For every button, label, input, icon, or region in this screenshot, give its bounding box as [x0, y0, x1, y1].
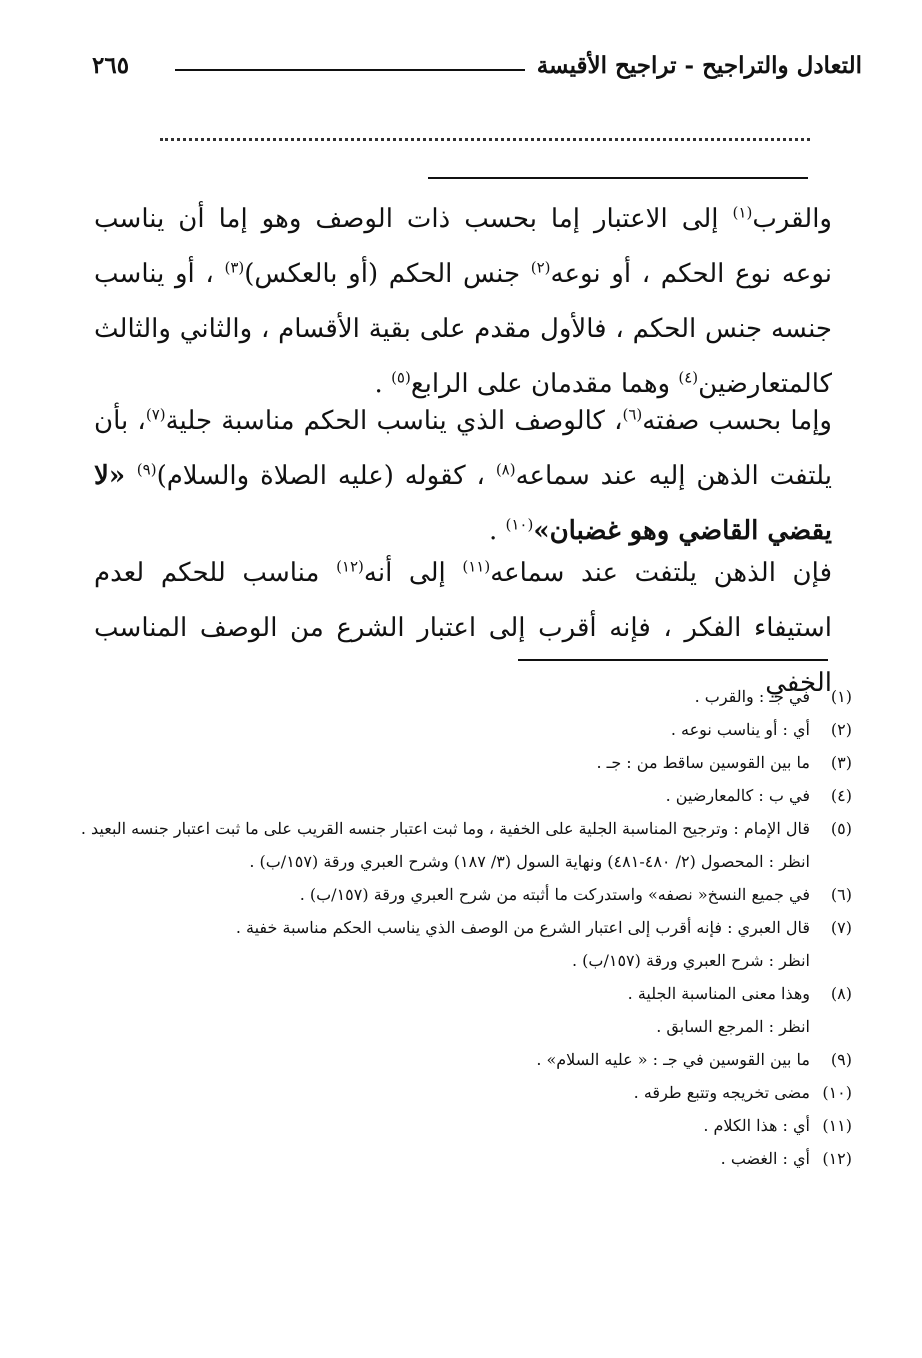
footnote-marker: (٦)	[622, 405, 643, 424]
page-number: ٢٦٥	[92, 52, 130, 79]
footnote-number: (٢)	[830, 720, 852, 739]
footnote	[72, 746, 852, 779]
footnote	[72, 680, 852, 713]
footnote-marker: (١٠)	[505, 515, 534, 534]
footnote-number: (١٢)	[822, 1149, 852, 1168]
footnote-text: انظر : شرح العبري ورقة (١٥٧/ب) .	[571, 951, 810, 970]
text-run: ، كقوله (عليه الصلاة والسلام)	[156, 461, 496, 491]
footnote-number: (٣)	[830, 753, 852, 772]
footnote-text: في ب : كالمعارضين .	[665, 786, 810, 805]
footnote-text: في جميع النسخ« نصفه» واستدركت ما أثبته من شرح العبري ورقة (١٥٧/ب) .	[299, 885, 810, 904]
footnote-number: (٨)	[830, 984, 852, 1003]
footnote-number: (٤)	[830, 786, 852, 805]
footnote-marker: (٥)	[391, 368, 411, 387]
text-run: إلى الاعتبار إما بحسب ذات الوصف وهو إما أن يناسب نوعه نوع الحكم ، أو نوعه	[94, 204, 832, 289]
footnotes	[72, 680, 852, 1175]
footnote	[72, 977, 852, 1043]
footnote-marker: (١)	[732, 203, 753, 222]
text-run: فإن الذهن يلتفت عند سماعه	[490, 558, 833, 588]
hadith-quote: «لا يقضي القاضي وهو غضبان»	[94, 461, 832, 546]
text-run: إلى أنه	[363, 558, 463, 588]
text-run: مناسب للحكم لعدم استيفاء الفكر ، فإنه أقرب إلى اعتبار الشرع من الوصف المناسب الخفي	[94, 558, 832, 698]
running-title: التعادل والتراجيح - تراجيح الأقيسة	[536, 52, 862, 79]
footnote-text: في جـ : والقرب .	[694, 687, 810, 706]
section-rule	[428, 177, 808, 179]
text-run: جنس الحكم (أو بالعكس)	[244, 259, 531, 289]
footnote-number: (٦)	[830, 885, 852, 904]
text-run: ، بأن يلتفت الذهن إليه عند سماعه	[94, 406, 832, 491]
footnote-text: ما بين القوسين ساقط من : جـ .	[596, 753, 810, 772]
footnote-number: (٥)	[830, 819, 852, 838]
footnote-text: قال الإمام : وترجيح المناسبة الجلية على الخفية ، وما ثبت اعتبار جنسه القريب على ما ثبت اعتبار جنسه البعيد .	[80, 819, 810, 838]
text-run: .	[374, 369, 392, 399]
dotted-separator	[160, 138, 810, 141]
footnote-text: أي : أو يناسب نوعه .	[670, 720, 810, 739]
footnote-text: قال العبري : فإنه أقرب إلى اعتبار الشرع من الوصف الذي يناسب الحكم مناسبة خفية .	[235, 918, 810, 937]
footnote-number: (٧)	[830, 918, 852, 937]
footnote	[72, 878, 852, 911]
footnote	[72, 1043, 852, 1076]
footnote	[72, 1142, 852, 1175]
footnote-marker: (١٢)	[336, 557, 364, 576]
text-run: وإما بحسب صفته	[642, 406, 832, 436]
footnote-number: (١)	[830, 687, 852, 706]
footnote-text: ما بين القوسين في جـ : « عليه السلام» .	[536, 1050, 810, 1069]
footnote-marker: (٨)	[495, 460, 516, 479]
footnote-marker: (٧)	[145, 405, 166, 424]
text-run: .	[488, 516, 506, 546]
footnote-number: (١١)	[822, 1116, 852, 1135]
footnote-text: انظر : المرجع السابق .	[656, 1017, 810, 1036]
text-run: ، كالوصف الذي يناسب الحكم مناسبة جلية	[165, 406, 623, 436]
footnote-number: (٩)	[830, 1050, 852, 1069]
text-run: والقرب	[752, 204, 832, 234]
footnote	[72, 911, 852, 977]
footnote	[72, 713, 852, 746]
footnote-separator	[518, 659, 828, 661]
body-paragraph	[94, 192, 832, 412]
body-paragraph	[94, 394, 832, 559]
footnote-marker: (٩)	[136, 460, 157, 479]
footnote-marker: (٣)	[224, 258, 245, 277]
footnote-marker: (٢)	[530, 258, 551, 277]
footnote-text: انظر : المحصول (٢/ ٤٨٠-٤٨١) ونهاية السول (٣/ ١٨٧) وشرح العبري ورقة (١٥٧/ب) .	[249, 852, 810, 871]
footnote-text: أي : هذا الكلام .	[703, 1116, 810, 1135]
footnote-marker: (٤)	[678, 368, 699, 387]
header-rule	[175, 69, 525, 71]
footnote	[72, 812, 852, 878]
text-run: وهما مقدمان على الرابع	[410, 369, 679, 399]
footnote-text: أي : الغضب .	[720, 1149, 810, 1168]
footnote	[72, 1076, 852, 1109]
footnote-text: مضى تخريجه وتتبع طرقه .	[633, 1083, 810, 1102]
footnote	[72, 1109, 852, 1142]
footnote-number: (١٠)	[822, 1083, 852, 1102]
footnote-text: وهذا معنى المناسبة الجلية .	[627, 984, 810, 1003]
footnote	[72, 779, 852, 812]
footnote-marker: (١١)	[462, 557, 491, 576]
text-run: ، أو يناسب جنسه جنس الحكم ، فالأول مقدم على بقية الأقسام ، والثاني والثالث كالمتعارضين	[94, 259, 832, 399]
